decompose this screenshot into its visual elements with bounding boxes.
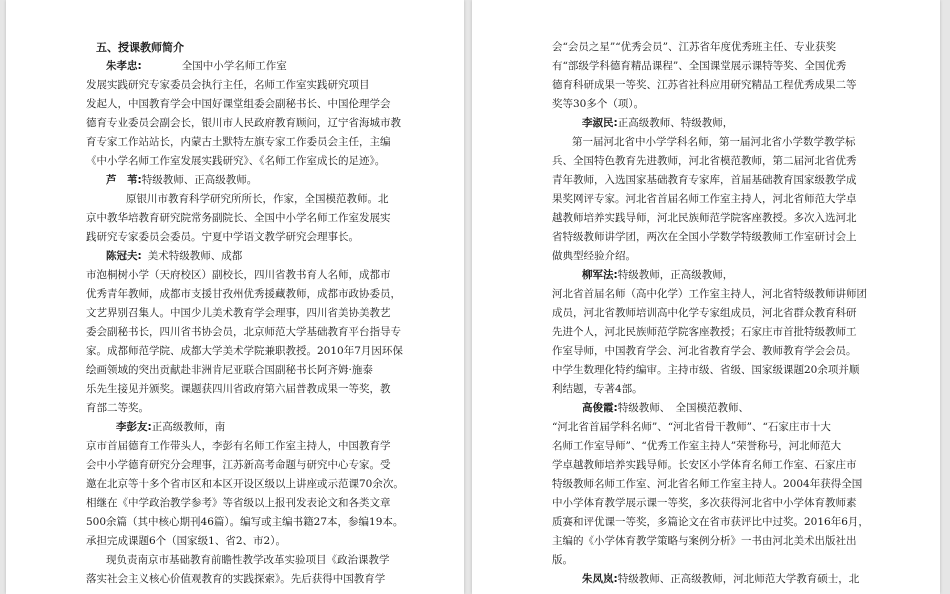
bio-line: 德育科研成果一等奖、江苏省社科应用研究精品工程优秀成果二等 xyxy=(552,79,857,91)
teacher-name: 陈冠夫: xyxy=(106,250,142,262)
teacher-bio-first-line xyxy=(552,570,904,589)
bio-line: 作室导师，中国教育学会、河北省教育学会、教师教育学会会员。 xyxy=(552,345,857,357)
bio-line: 奖等30多个（项）。 xyxy=(552,98,645,110)
teacher-name: 朱孝忠: xyxy=(106,60,142,72)
bio-line: 委会副秘书长，四川省书协会员，北京师范大学基础教育平台指导专 xyxy=(86,326,401,338)
teacher-name: 李彭友: xyxy=(116,421,152,433)
section-title: 五、授课教师简介 xyxy=(96,41,184,54)
teacher-name: 高俊霞: xyxy=(582,402,618,414)
bio-line: 承担完成课题6个（国家级1、省2、市2）。 xyxy=(86,535,286,547)
bio-line: 学卓越教师培养实践导师。长安区小学体育名师工作室、石家庄市 xyxy=(552,459,857,471)
bio-line: 兵、全国特色教育先进教师，河北省模范教师，第二届河北省优秀 xyxy=(552,155,857,167)
bio-line: 会“会员之星”“优秀会员”、江苏省年度优秀班主任、专业获奖 xyxy=(552,41,836,53)
page-left-content xyxy=(86,38,428,589)
bio-line: 成员，河北省教师培训高中化学专家组成员，河北省群众教育科研 xyxy=(552,307,857,319)
teacher-intro: 特级教师、正高级教师。 xyxy=(141,174,258,186)
bio-line: 中小学体育教学展示课一等奖，多次获得河北省中小学体育教师素 xyxy=(552,497,857,509)
teacher-intro: 美术特级教师、成都 xyxy=(147,250,243,262)
bio-line: 会中小学德育研究分会理事，江苏新高考命题与研究中心专家。受 xyxy=(86,459,391,471)
teacher-bio-first-line xyxy=(552,114,904,133)
bio-line: 名师工作室导师”、“优秀工作室主持人”荣誉称号，河北师范大 xyxy=(552,440,842,452)
teacher-intro: 正高级教师、特级教师， xyxy=(617,117,734,129)
bio-line: 德育专业委员会副会长，银川市人民政府教育顾问，辽宁省海城市教 xyxy=(86,117,401,129)
bio-line: 落实社会主义核心价值观教育的实践探索》。先后获得中国教育学 xyxy=(86,573,386,585)
teacher-bio-first-line xyxy=(86,171,428,190)
bio-line: 绘画领域的突出贡献赴非洲肯尼亚联合国副秘书长阿齐姆·施泰 xyxy=(86,364,373,376)
bio-line: 主编的《小学体育教学策略与案例分析》一书由河北美术出版社出 xyxy=(552,535,857,547)
bio-line: 京市首届德育工作带头人，李彭有名师工作室主持人，中国教育学 xyxy=(86,440,391,452)
teacher-intro: 特级教师、 全国模范教师、 xyxy=(617,402,749,414)
page-right-content xyxy=(552,38,904,589)
bio-line: 优秀青年教师，成都市支援甘孜州优秀援藏教师，成都市政协委员， xyxy=(86,288,401,300)
bio-line: 《中小学名师工作室发展实践研究》、《名师工作室成长的足迹》。 xyxy=(86,155,386,167)
bio-line: 版。 xyxy=(552,554,573,566)
bio-line: 越教师培养实践导师，河北民族师范学院客座教授。多次入选河北 xyxy=(552,212,857,224)
bio-line: 河北省首届名师（高中化学）工作室主持人，河北省特级教师讲师团 xyxy=(552,288,867,300)
bio-line: 有“部级学科德育精品课程”、全国课堂展示课特等奖、全国优秀 xyxy=(552,60,847,72)
bio-line: 邀在北京等十多个省市区和本区开设区级以上讲座或示范课70余次。 xyxy=(86,478,404,490)
teacher-name: 朱凤岚: xyxy=(582,573,618,585)
bio-line: 500余篇（其中核心期刊46篇）。编写或主编书籍27本，参编19本。 xyxy=(86,516,404,528)
bio-line: 育专家工作站站长，内蒙古土默特左旗专家工作委员会主任，主编 xyxy=(86,136,391,148)
bio-line: 第一届河北省中小学学科名师，第一届河北省小学数学教学标 xyxy=(572,136,856,148)
teacher-intro: 特级教师、正高级教师，河北师范大学教育硕士，北 xyxy=(617,573,860,585)
bio-line: 利结题，专著4部。 xyxy=(552,383,643,395)
teacher-name: 芦 苇: xyxy=(106,174,142,186)
bio-line: 育部二等奖。 xyxy=(86,402,149,414)
teacher-bio-first-line xyxy=(86,418,428,437)
bio-line: “河北省首届学科名师”、“河北省骨干教师”、“石家庄市十大 xyxy=(552,421,831,433)
bio-line: 原银川市教育科学研究所所长，作家，全国模范教师。北 xyxy=(126,193,389,205)
bio-line: 特级教师名师工作室、河北省名师工作室主持人。2004年获得全国 xyxy=(552,478,863,490)
teacher-bio-first-line xyxy=(552,399,904,418)
teacher-name: 李淑民: xyxy=(582,117,618,129)
bio-line: 发展实践研究专家委员会执行主任，名师工作室实践研究项目 xyxy=(86,79,370,91)
teacher-bio-first-line xyxy=(552,266,904,285)
teacher-intro: 全国中小学名师工作室 xyxy=(181,60,287,72)
bio-line: 文艺界别召集人。中国少儿美术教育学会理事，四川省美协美教艺 xyxy=(86,307,391,319)
teacher-intro: 正高级教师，南 xyxy=(151,421,226,433)
teacher-name: 柳军法: xyxy=(582,269,618,281)
bio-line: 果奖网评专家。河北省首届名师工作室主持人，河北省师范大学卓 xyxy=(552,193,857,205)
bio-line: 中学生数理化特约编审。主持市级、省级、国家级课题20余项并顺 xyxy=(552,364,860,376)
teacher-bio-first-line xyxy=(86,57,428,76)
bio-line: 家。成都师范学院、成都大学美术学院兼职教授。2010年7月因环保 xyxy=(86,345,403,357)
bio-line: 市泡桐树小学（天府校区）副校长，四川省教书育人名师，成都市 xyxy=(86,269,391,281)
bio-line: 乐先生接见并颁奖。课题获四川省政府第六届普教成果一等奖，教 xyxy=(86,383,391,395)
document-page-left xyxy=(6,0,464,594)
bio-line: 践研究专家委员会委员。宁夏中学语文教学研究会理事长。 xyxy=(86,231,359,243)
bio-line: 先进个人，河北民族师范学院客座教授；石家庄市首批特级教师工 xyxy=(552,326,857,338)
bio-line: 做典型经验介绍。 xyxy=(552,250,636,262)
bio-line: 相继在《中学政治教学参考》等省级以上报刊发表论文和各类文章 xyxy=(86,497,391,509)
teacher-intro: 特级教师，正高级教师， xyxy=(617,269,734,281)
bio-line: 质赛和评优课一等奖，多篇论文在省市获评比中过奖。2016年6月， xyxy=(552,516,869,528)
bio-line: 青年教师，入选国家基础教育专家库，首届基础教育国家级教学成 xyxy=(552,174,857,186)
bio-line: 京中教华培教育研究院常务副院长、全国中小学名师工作室发展实 xyxy=(86,212,391,224)
bio-line: 省特级教师讲学团，两次在全国小学数学特级教师工作室研讨会上 xyxy=(552,231,857,243)
document-page-right xyxy=(472,0,940,594)
bio-line: 现负责南京市基础教育前瞻性教学改革实验项目《政治课教学 xyxy=(106,554,390,566)
bio-line: 发起人，中国教育学会中国好课堂组委会副秘书长、中国伦理学会 xyxy=(86,98,391,110)
teacher-bio-first-line xyxy=(86,247,428,266)
